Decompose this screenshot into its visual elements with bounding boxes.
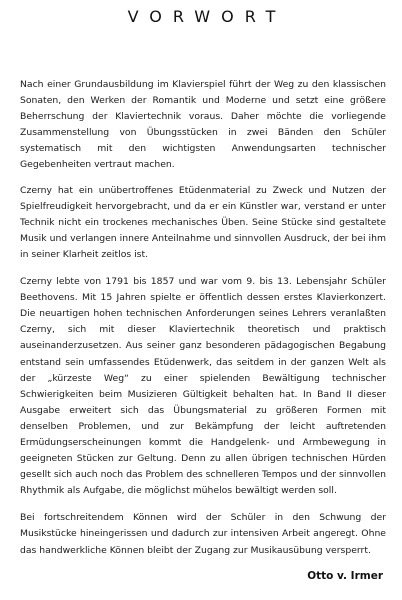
page-title: VORWORT	[127, 7, 287, 26]
author-signature: Otto v. Irmer	[307, 570, 383, 582]
paragraph-4: Bei fortschreitendem Können wird der Schüler in den Schwung der Musikstücke hineingerissen und dadurch zur intensiven Arbeit angeregt. Ohne das handwerkliche Können bleibt der Zugang zur Musikausübung versperrt.	[20, 512, 386, 556]
paragraph-3: Czerny lebte von 1791 bis 1857 und war vom 9. bis 13. Lebensjahr Schüler Beethovens. Mit 15 Jahren spielte er öffentlich dessen erstes Klavierkonzert. Die neuartigen hohen technischen Anforderungen seines Lehrers veranlaßten Czerny, sich mit dieser Klaviertechnik theoretisch und praktisch auseinanderzusetzen. Aus seiner ganz besonderen pädagogischen Begabung entstand sein umfassendes Etüdenwerk, das seitdem in der ganzen Welt als der „kürzeste Weg“ zu einer spielenden Bewältigung technischer Schwierigkeiten beim Musizieren Gültigkeit behalten hat. In Band II dieser Ausgabe erweitert sich das Übungsmaterial zu größeren Formen mit denselben Problemen, und zur Bekämpfung der leicht auftretenden Ermüdungserscheinungen kommt die Handgelenk- und Armbewegung in geeigneten Stücken zur Geltung. Denn zu allen übrigen technischen Hürden gesellt sich auch noch das Problem des schnelleren Tempos und der sinnvollen Rhythmik als Aufgabe, die möglichst mühelos bewältigt werden soll.	[20, 276, 386, 497]
preface-body	[20, 77, 386, 559]
paragraph-1: Nach einer Grundausbildung im Klavierspiel führt der Weg zu den klassischen Sonaten, den Werken der Romantik und Moderne und setzt eine größere Beherrschung der Klaviertechnik voraus. Daher möchte die vorliegende Zusammenstellung von Übungsstücken in zwei Bänden den Schüler systematisch mit den wichtigsten Anwendungsarten technischer Gegebenheiten vertraut machen.	[20, 79, 386, 171]
paragraph-2: Czerny hat ein unübertroffenes Etüdenmaterial zu Zweck und Nutzen der Spielfreudigkeit hervorgebracht, und da er ein Künstler war, verstand er unter Technik nicht ein trockenes mechanisches Üben. Seine Stücke sind gestaltete Musik und verlangen innere Anteilnahme und sinnvollen Ausdruck, der bei ihm in seiner Klarheit zeitlos ist.	[20, 184, 386, 260]
